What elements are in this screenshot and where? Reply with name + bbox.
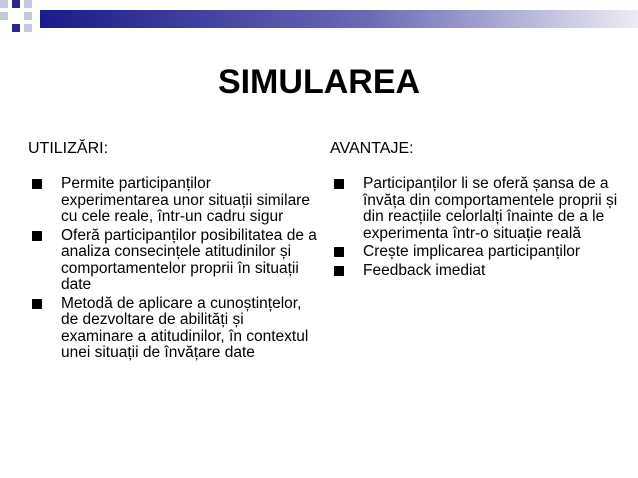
deco-square [0, 12, 8, 20]
deco-square [24, 12, 32, 20]
list-item-text: Permite participanților experimentarea unor situații similare cu cele reale, într-un cadru sigur [61, 175, 310, 225]
square-bullet-icon [334, 179, 344, 189]
list-item [330, 176, 630, 242]
deco-square [0, 0, 8, 8]
list-item-text: Feedback imediat [363, 261, 486, 279]
list-item [28, 176, 318, 226]
list-item [330, 263, 630, 280]
list-item [28, 228, 318, 294]
header-gradient-bar [40, 10, 638, 28]
header-decoration [0, 0, 638, 40]
list-item-text: Crește implicarea participanților [363, 243, 581, 260]
list-item [330, 244, 630, 261]
left-bullet-list [28, 176, 318, 362]
list-item-text: Participanților li se oferă șansa de a învăța din comportamentele proprii și din reacțiile celorlalți înainte de a le experimenta într-o situație reală [363, 175, 618, 242]
square-bullet-icon [32, 231, 42, 241]
list-item-text: Oferă participanților posibilitatea de a analiza consecințele atitudinilor și comportamentelor proprii în situații date [61, 226, 317, 293]
square-bullet-icon [32, 299, 42, 309]
square-bullet-icon [334, 247, 344, 257]
list-item [28, 296, 318, 362]
right-column-heading: AVANTAJE: [330, 140, 414, 157]
right-bullet-list [330, 176, 630, 279]
list-item-text: Metodă de aplicare a cunoștințelor, de dezvoltare de abilități și examinare a atitudinilor, în contextul unei situații de învățare date [61, 294, 309, 361]
deco-square [24, 24, 32, 32]
deco-square [24, 0, 32, 8]
slide-title: SIMULAREA [217, 63, 421, 101]
left-column-heading: UTILIZĂRI: [28, 140, 109, 157]
square-bullet-icon [32, 179, 42, 189]
deco-square [12, 0, 20, 8]
left-column [28, 140, 318, 364]
right-column [330, 140, 630, 281]
deco-square [12, 24, 20, 32]
square-bullet-icon [334, 266, 344, 276]
